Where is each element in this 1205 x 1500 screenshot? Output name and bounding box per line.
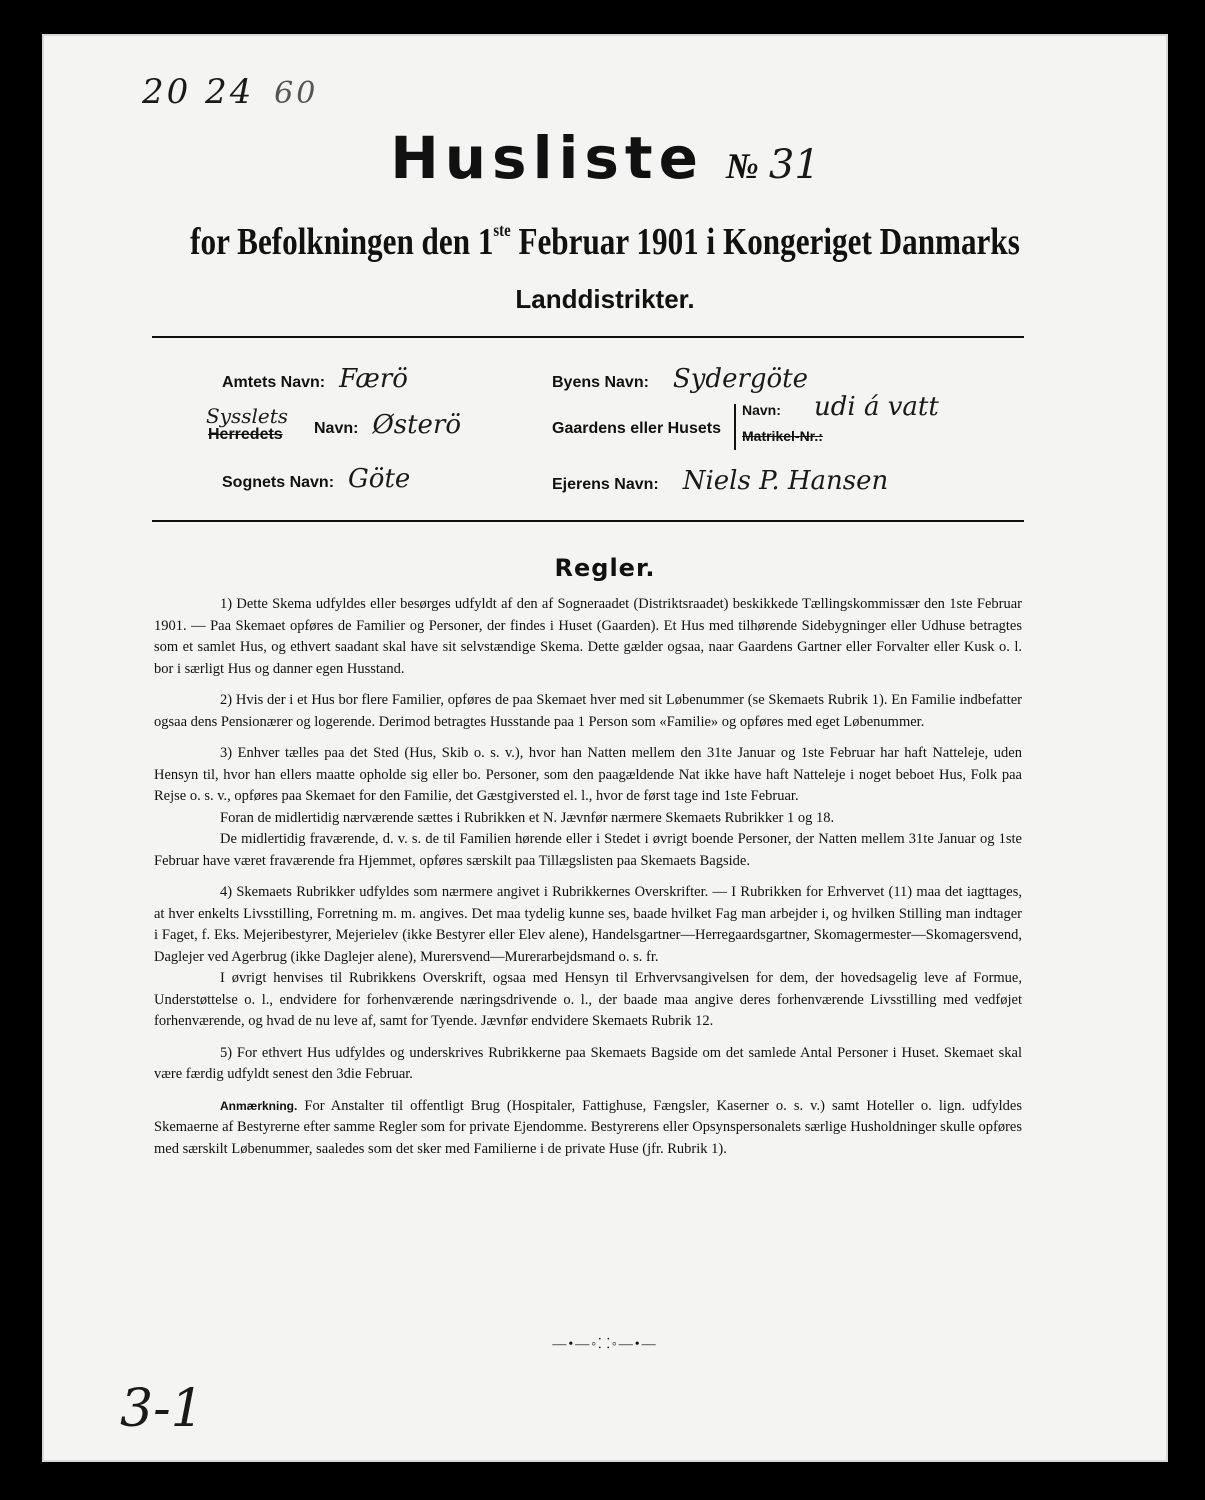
title-row [42, 124, 1168, 192]
sogn-field: Sognets Navn: Göte [222, 464, 411, 494]
top-rule [152, 336, 1024, 338]
form-title: Husliste [390, 124, 704, 192]
rule-1: 1) Dette Skema udfyldes eller besørges udfyldt af den af Sogneraadet (Distriktsraadet) beskikkede Tællingskommissær den 1ste Februar 1901. — Paa Skemaet opføres de Familier og Personer, der findes i Huset (Gaarden). Et Hus med tilhørende Sidebygninger eller Udhuse betragtes som et samlet Hus, og ethvert saadant skal have sit selvstændige Skema. Dette gælder ogsaa, naar Gaardens Gartner eller Forvalter eller Kusk o. l. bor i særligt Hus og danner egen Husstand. [154, 596, 1022, 677]
rule-3-foran: Foran de midlertidig nærværende sættes i Rubrikken et N. Jævnfør nærmere Skemaets Rubrikker 1 og 18. [220, 809, 835, 826]
rule-3-fravaerende: De midlertidig fraværende, d. v. s. de til Familien hørende eller i Stedet i øvrigt boende Personer, der Natten mellem 31te Januar og 1ste Februar have været fraværende fra Hjemmet, opføres særskilt paa Tillægslisten paa Skemaets Bagside. [154, 831, 1022, 869]
by-field: Byens Navn: Sydergöte [552, 364, 809, 394]
ejer-field: Ejerens Navn: Niels P. Hansen [552, 466, 889, 496]
rule-2: 2) Hvis der i et Hus bor flere Familier, opføres de paa Skemaet hver med sit Løbenummer (se Skemaets Rubrik 1). En Familie indbefatter ogsaa dens Pensionærer og logerende. Derimod betragtes Husstande paa 1 Person som «Familie» og opføres med eget Løbenummer. [154, 692, 1022, 730]
form-subtitle: for Befolkningen den 1ste Februar 1901 i Kongeriget Danmarks [190, 220, 1020, 263]
corner-archive-number: 20 24 60 [142, 72, 319, 112]
rule-3: 3) Enhver tælles paa det Sted (Hus, Skib o. s. v.), hvor han Natten mellem den 31te Januar og 1ste Februar har haft Natteleje, uden Hensyn til, hvor han ellers maatte opholde sig eller bo. Personer, som den paagældende Nat ikke have haft Natteleje i noget beboet Hus, Folk paa Rejse o. s. v., opføres paa Skemaet for den Familie, det Gæstgiversted el. l., hvor de først tage ind 1ste Februar. [154, 745, 1022, 804]
rules-text [154, 594, 1022, 1170]
herred-field: Sysslets Herredets Navn: Østerö [206, 404, 462, 444]
number-sign: № [725, 146, 759, 186]
house-number: 31 [768, 142, 820, 188]
census-form-page: 20 24 60 Husliste № 31 for Befolkningen den 1ste Februar 1901 i Kongeriget Danmarks Landdistrikter. Amtets Navn: Færö Sysslets Herredets Navn: Østerö Sognets Navn: Göte Byens Navn: Sydergöte Gaardens eller Husets Navn: udi á vatt Matrikel-Nr.: Ejerens Navn: Niels P. Hansen Regler. 1) Dette Skema udfyldes eller besørges udfyldt af den af Sogneraadet (Distriktsraadet) beskikkede Tællingskommissær den 1ste Februar 1901. — Paa Skemaet opføres de Familier og Personer, der findes i Huset (Gaarden). Et Hus med tilhørende Sidebygninger eller Udhuse betragtes som et samlet Hus, og ethvert saadant skal have sit selvstændige Skema. Dette gælder ogsaa, naar Gaardens Gartner eller Forvalter eller Kusk o. l. bor i særligt Hus og danner egen Husstand. 2) Hvis der i et Hus bor flere Familier, opføres de paa Skemaet hver med sit Løbenummer (se Skemaets Rubrik 1). En Familie indbefatter ogsaa dens Pensionærer og logerende. Derimod betragtes Husstande paa 1 Person som «Familie» og opføres med eget Løbenummer. 3) Enhver tælles paa det Sted (Hus, Skib o. s. v.), hvor han Natten mellem den 31te Januar og 1ste Februar har haft Natteleje, uden Hensyn til, hvor han ellers maatte opholde sig eller bo. Personer, som den paagældende Nat ikke have haft Natteleje i noget beboet Hus, Folk paa Rejse o. s. v., opføres paa Skemaet for den Familie, det Gæstgiversted el. l., hvor de først tage ind 1ste Februar. Foran de midlertidig nærværende sættes i Rubrikken et N. Jævnfør nærmere Skemaets Rubrikker 1 og 18. De midlertidig fraværende, d. v. s. de til Familien hørende eller i Stedet i øvrigt boende Personer, der Natten mellem 31te Januar og 1ste Februar have været fraværende fra Hjemmet, opføres særskilt paa Tillægslisten paa Skemaets Bagside. 4) Skemaets Rubrikker udfyldes som nærmere angivet i Rubrikkernes Overskrifter. — I Rubrikken for Erhvervet (11) maa det iagttages, at hver enkelts Livsstilling, Forretning m. m. angives. Det maa tydelig kunne ses, baade hvilket Fag man arbejder i, og hvilken Stilling man indtager i Faget, f. Eks. Mejeribestyrer, Mejerielev (ikke Bestyrer eller Elev alene), Handelsgartner—Herregaardsgartner, Skomagermester—Skomagersvend, Daglejer ved Agerbrug (ikke Daglejer alene), Murersvend—Murerarbejdsmand o. s. fr. I øvrigt henvises til Rubrikkens Overskrift, ogsaa med Hensyn til Erhvervsangivelsen for dem, der hovedsagelig leve af Formue, Understøttelse o. l., endvidere for forhenværende næringsdrivende o. l., der baade maa angive deres forhenværende Livsstilling med vedføjet forhenværende, og hvad de nu leve af, samt for Tyende. Jævnfør endvidere Skemaets Rubrik 12. 5) For ethvert Hus udfyldes og underskrives Rubrikkerne paa Skemaets Bagside om det samlede Antal Personer i Huset. Skemaet skal være færdig udfyldt senest den 3die Februar. Anmærkning. For Anstalter til offentligt Brug (Hospitaler, Fattighuse, Fængsler, Kaserner o. s. v.) samt Hoteller o. lign. udfyldes Skemaerne af Bestyrerne efter samme Regler som for private Ejendomme. Bestyrerens eller Opsynspersonalets særlige Husholdninger skulle opføres med særskilt Løbenummer, saaledes som det sker med Familierne i de private Huse (jfr. Rubrik 1). —•—◦⸬◦—•— 3-1 [42, 34, 1168, 1462]
note: Anmærkning. For Anstalter til offentligt Brug (Hospitaler, Fattighuse, Fængsler, Kaserner o. s. v.) samt Hoteller o. lign. udfyldes Skemaerne af Bestyrerne efter samme Regler som for private Ejendomme. Bestyrerens eller Opsynspersonalets særlige Husholdninger skulle opføres med særskilt Løbenummer, saaledes som det sker med Familierne i de private Huse (jfr. Rubrik 1). [154, 1097, 1022, 1157]
rules-heading: Regler. [554, 554, 656, 582]
ornament-divider: —•—◦⸬◦—•— [552, 1337, 658, 1352]
rule-4: 4) Skemaets Rubrikker udfyldes som nærmere angivet i Rubrikkernes Overskrifter. — I Rubrikken for Erhvervet (11) maa det iagttages, at hver enkelts Livsstilling, Forretning m. m. angives. Det maa tydelig kunne ses, baade hvilket Fag man arbejder i, og hvilken Stilling man indtager i Faget, f. Eks. Mejeribestyrer, Mejerielev (ikke Bestyrer eller Elev alene), Handelsgartner—Herregaardsgartner, Skomagermester—Skomagersvend, Daglejer ved Agerbrug (ikke Daglejer alene), Murersvend—Murerarbejdsmand o. s. fr. [154, 884, 1022, 965]
district-type: Landdistrikter. [515, 284, 695, 314]
rule-4-henvises: I øvrigt henvises til Rubrikkens Overskrift, ogsaa med Hensyn til Erhvervsangivelsen for dem, der hovedsagelig leve af Formue, Understøttelse o. l., endvidere for forhenværende næringsdrivende o. l., der baade maa angive deres forhenværende Livsstilling med vedføjet forhenværende, og hvad de nu leve af, samt for Tyende. Jævnfør endvidere Skemaets Rubrik 12. [154, 970, 1022, 1029]
amt-field: Amtets Navn: Færö [222, 364, 408, 394]
rule-5: 5) For ethvert Hus udfyldes og underskrives Rubrikkerne paa Skemaets Bagside om det samlede Antal Personer i Huset. Skemaet skal være færdig udfyldt senest den 3die Februar. [154, 1044, 1022, 1082]
middle-rule [152, 520, 1024, 522]
bottom-handwritten-number: 3-1 [120, 1379, 204, 1439]
